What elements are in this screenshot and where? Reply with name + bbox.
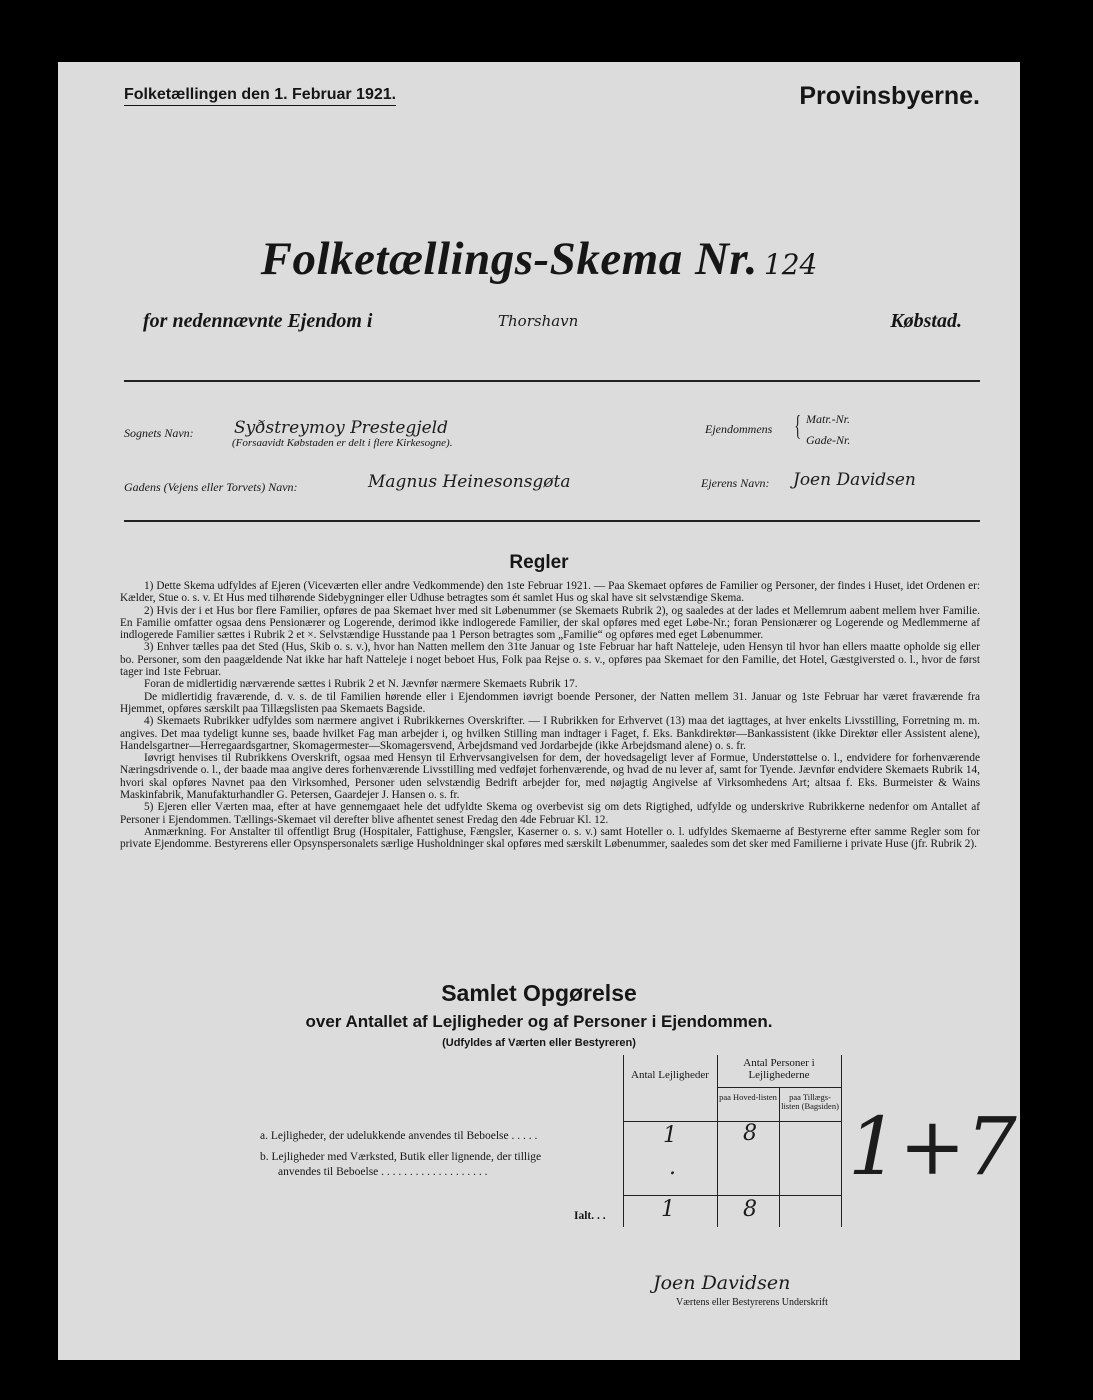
row-label-a: a. Lejligheder, der udelukkende anvendes til Beboelse . . . . . xyxy=(260,1130,538,1142)
parish-value: Syðstreymoy Prestegjeld xyxy=(234,418,448,438)
brace-symbol: { xyxy=(794,411,802,442)
matr-nr-label: Matr.-Nr. xyxy=(806,412,851,426)
rule-paragraph: Foran de midlertidig nærværende sættes i Rubrik 2 et N. Jævnfør nærmere Skemaets Rubrik 17. xyxy=(144,678,578,691)
col-header-lejligheder: Antal Lejligheder xyxy=(631,1069,709,1081)
rule-paragraph: 5) Ejeren eller Værten maa, efter at have gennemgaaet hele det udfyldte Skema og overbevist sig om dets Rigtighed, udfylde og underskrive Rubrikkerne nedenfor om Antallet af Personer i Ejendommen. Tællings-Skemaet vil derefter blive afhentet senest Fredag den 4de Februar Kl. 12. xyxy=(120,801,980,826)
table-line xyxy=(623,1055,624,1227)
summary-subheading: over Antallet af Lejligheder og af Personer i Ejendommen. xyxy=(305,1012,773,1031)
rule-paragraph: 1) Dette Skema udfyldes af Ejeren (Viceværten eller andre Vedkommende) den 1ste Februar 1921. — Paa Skemaet opføres de Familier og Personer, der findes i Huset, idet Ordenen er: Kælder, Stue o. s. v. Et Hus med tilhørende Sidebygninger eller Udhuse betragtes som ét samlet Hus og skal have sit selvstændige Skema. xyxy=(120,580,980,605)
cell-ialt-lejligheder: 1 xyxy=(661,1197,675,1222)
cell-a-lejligheder: 1 xyxy=(663,1123,677,1148)
form-title xyxy=(58,232,1020,286)
table-line xyxy=(717,1055,718,1227)
gade-nr-label: Gade-Nr. xyxy=(806,433,851,447)
rule-paragraph: 3) Enhver tælles paa det Sted (Hus, Skib o. s. v.), hvor han Natten mellem den 31te Januar og 1ste Februar har haft Natteleje, uden Hensyn til hvor han ellers maatte opholde sig eller bo. Personer, som den paagældende Nat ikke har haft Natteleje i noget beboet Hus, Folk paa Rejse o. s. v., opføres paa Skemaet for den Familie, det Hotel, Gæstgiversted o. l., hvor de først tager ind 1ste Februar. xyxy=(120,641,980,679)
street-label: Gadens (Vejens eller Torvets) Navn: xyxy=(124,480,298,494)
parish-note: (Forsaavidt Købstaden er delt i flere Kirkesogne). xyxy=(232,437,453,449)
summary-heading: Samlet Opgørelse xyxy=(441,980,637,1006)
row-label-ialt: Ialt. . . xyxy=(574,1210,606,1222)
parish-label: Sognets Navn: xyxy=(124,426,194,440)
town-handwritten: Thorshavn xyxy=(498,312,579,330)
owner-value: Joen Davidsen xyxy=(793,470,916,490)
row-label-b-cont: anvendes til Beboelse . . . . . . . . . . . . . . . . . . . xyxy=(278,1166,488,1178)
table-line xyxy=(623,1121,841,1122)
col-header-personer: Antal Personer i Lejlighederne xyxy=(743,1057,815,1081)
census-date-heading: Folketællingen den 1. Februar 1921. xyxy=(124,86,396,106)
row-label-b: b. Lejligheder med Værksted, Butik eller lignende, der tillige xyxy=(260,1151,542,1163)
form-number-handwritten: 124 xyxy=(763,248,818,281)
rule-paragraph: 4) Skemaets Rubrikker udfyldes som nærmere angivet i Rubrikkernes Overskrifter. — I Rubrikken for Erhvervet (13) maa det iagttages, at hver enkelts Livsstilling, Forretning m. m. angives. Det maa tydeligt kunne ses, baade hvilket Fag man arbejder i, og hvilken Stilling man indtager i Faget, f. Eks. Bankdirektør—Bankassistent (ikke Direktør eller Assistent alene), Handelsgartner—Herregaardsgartner, Skomagermester—Skomagersvend, Arbejdsmand ved Jordarbejde (ikke Arbejdsmand alene) o. s. fr. xyxy=(120,715,980,752)
form-title-text: Folketællings-Skema Nr. xyxy=(260,233,758,285)
cell-b-lejligheder: . xyxy=(669,1155,676,1180)
rule-paragraph: De midlertidig fraværende, d. v. s. de til Familien hørende eller i Ejendommen iøvrigt boende Personer, der Natten mellem 31. Januar og 1ste Februar har været fraværende fra Hjemmet, opføres særskilt paa Tillægslisten paa Skemaets Bagside. xyxy=(120,690,980,715)
rule-paragraph: 2) Hvis der i et Hus bor flere Familier, opføres de paa Skemaet hver med sit Løbenummer (se Skemaets Rubrik 2), og saaledes at der lades et Mellemrum aabent mellem hver Familie. En Familie omfatter ogsaa dens Pensionærer og Logerende, derimod ikke indlogerede Familier, der skal opføres med eget Løbe-Nr.; foran Pensionærer og Logerende og Medlemmerne af indlogerede Familier sættes i Rubrik 2 et ×. Selvstændige Husstande paa 1 Person betragtes som „Familie“ og opføres med eget Løbenummer. xyxy=(120,604,980,642)
signature-caption: Værtens eller Bestyrerens Underskrift xyxy=(676,1297,828,1308)
cell-a-hovedlisten: 8 xyxy=(743,1121,757,1146)
cell-ialt-hovedlisten: 8 xyxy=(743,1197,757,1222)
region-heading: Provinsbyerne. xyxy=(799,82,980,110)
summary-table xyxy=(623,1055,841,1227)
col-header-hovedlisten: paa Hoved-listen xyxy=(719,1092,777,1102)
rules-text xyxy=(120,580,980,851)
handwritten-total: 1+7 xyxy=(848,1100,1017,1193)
table-line xyxy=(717,1087,841,1088)
kobstad-label: Købstad. xyxy=(890,310,962,332)
census-form-page xyxy=(58,62,1020,1360)
rule-paragraph: Anmærkning. For Anstalter til offentligt Brug (Hospitaler, Fattighuse, Fængsler, Kaserner o. s. v.) samt Hoteller o. l. udfyldes Skemaerne af Bestyrerne efter samme Regler som for private Ejendomme. Bestyrerens eller Opsynspersonalets særlige Husholdninger skal opføres med særskilt Løbenummer, saaledes som det sker med Familierne i private Huse (jfr. Rubrik 2). xyxy=(120,825,980,851)
table-line xyxy=(841,1055,842,1227)
owner-label: Ejerens Navn: xyxy=(701,476,770,490)
divider-middle xyxy=(124,520,980,522)
summary-note: (Udfyldes af Værten eller Bestyreren) xyxy=(442,1037,636,1049)
property-line-label: for nedennævnte Ejendom i xyxy=(143,310,373,332)
col-header-tillaegslisten: paa Tillægs-listen (Bagsiden) xyxy=(781,1092,839,1111)
street-value: Magnus Heinesonsgøta xyxy=(368,472,571,492)
table-line xyxy=(779,1087,780,1227)
table-line xyxy=(623,1195,841,1196)
rule-paragraph: Iøvrigt henvises til Rubrikkens Overskrift, ogsaa med Hensyn til Erhvervsangivelsen for dem, der hovedsageligt lever af Formue, Understøttelse o. l., endvidere for forhenværende Næringsdrivende o. l., der baade maa angive deres forhenværende Livsstilling med vedføjet forhenværende, og hvad de nu lever af, samt for Tyende. Jævnfør endvidere Skemaets Rubrik 14, hvori skal opføres Navnet paa den Virksomhed, Personer uden selvstændig Bedrift arbejder for, med nøjagtig Angivelse af Virksomhedens Art; altsaa f. Eks. Burmeister & Wains Maskinfabrik, Manufakturhandler G. Petersen, Gaardejer J. Hansen o. s. fr. xyxy=(120,752,980,802)
rules-heading: Regler xyxy=(509,552,569,573)
property-label: Ejendommens xyxy=(705,422,773,436)
divider-top xyxy=(124,380,980,382)
owner-signature: Joen Davidsen xyxy=(653,1272,791,1294)
